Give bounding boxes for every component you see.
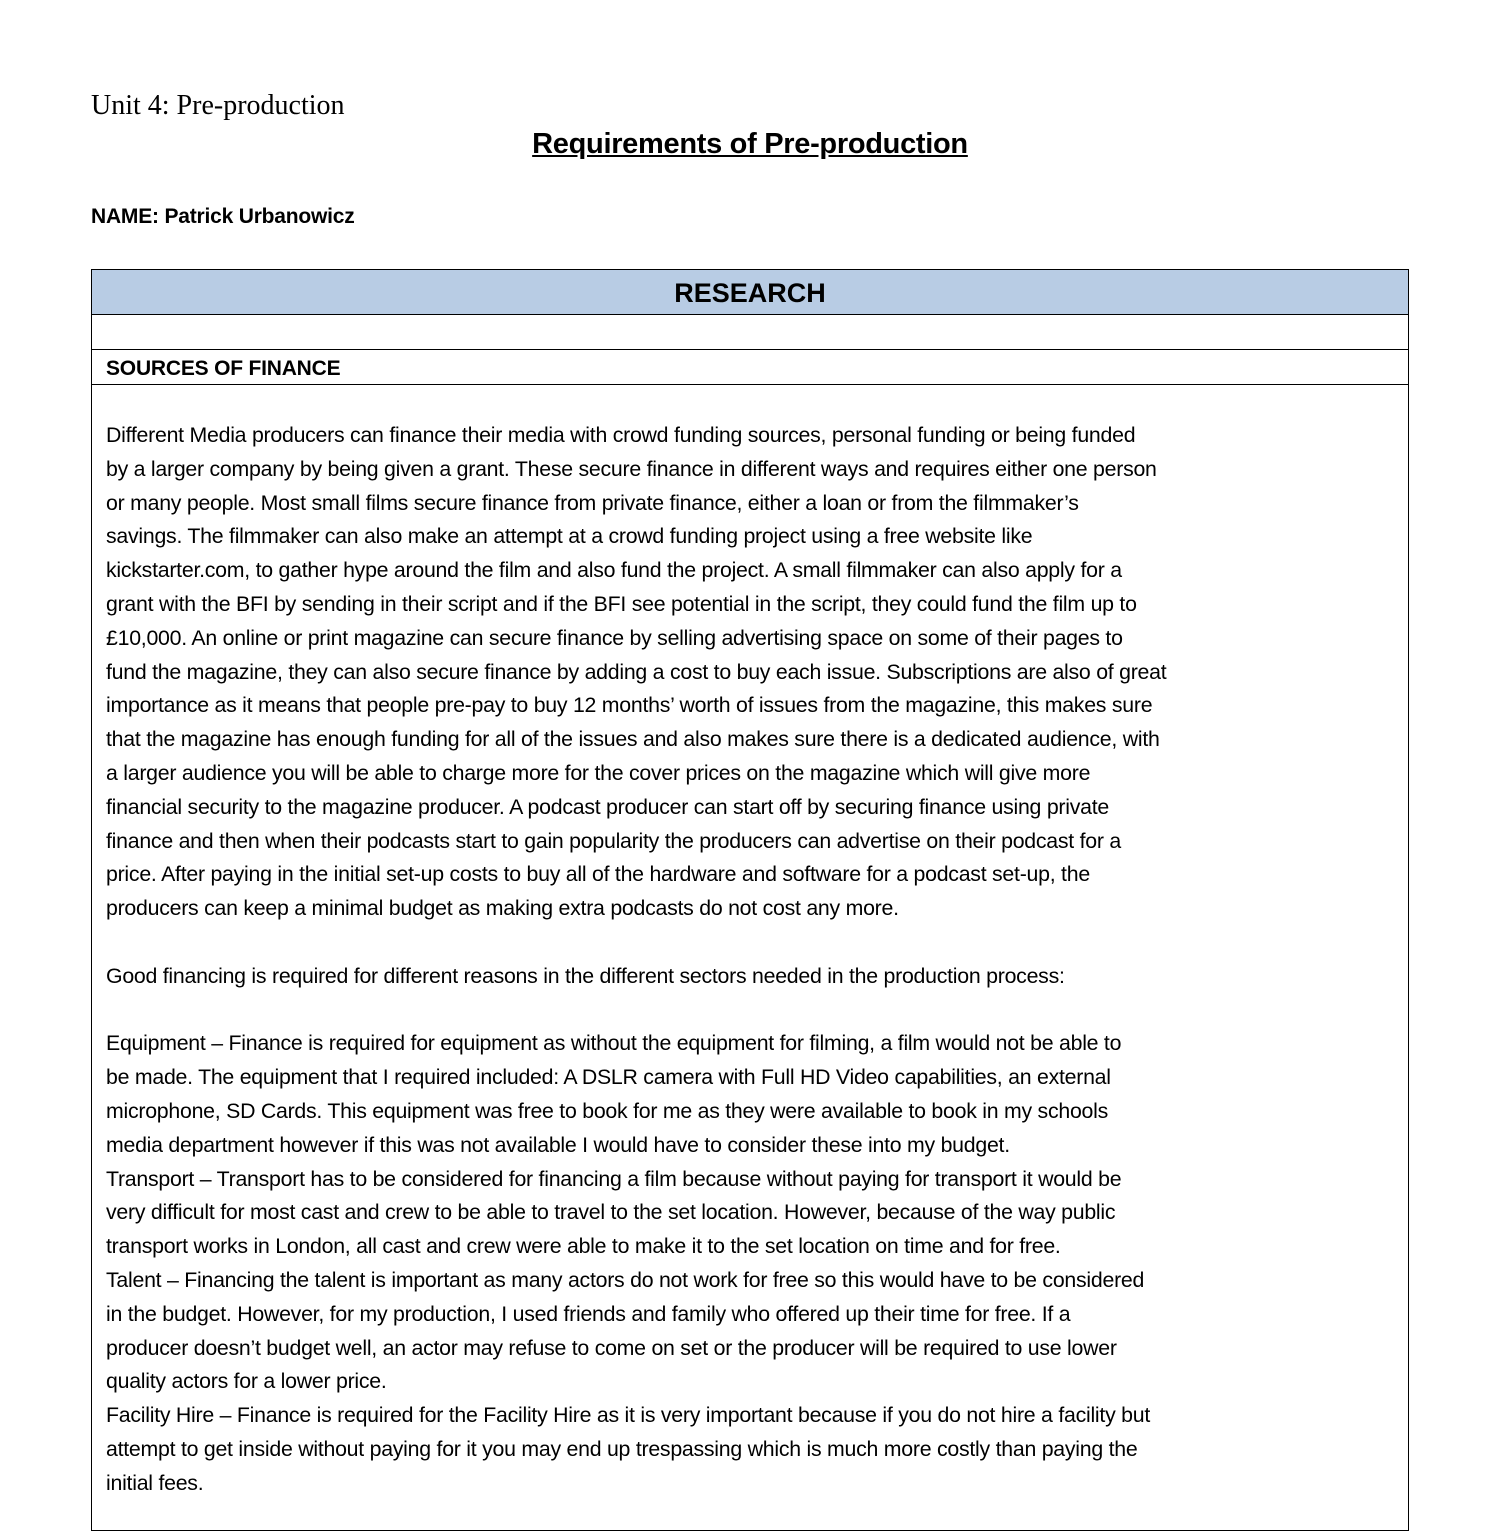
text-line: Good financing is required for different reasons in the different sectors needed in the production process: (106, 963, 1065, 988)
text-line (106, 994, 1408, 1028)
text-line: Talent – Financing the talent is important as many actors do not work for free so this would have to be considered (106, 1267, 1145, 1292)
student-name: NAME: Patrick Urbanowicz (91, 205, 355, 228)
page-title: Requirements of Pre-production (532, 128, 968, 160)
text-line: Different Media producers can finance their media with crowd funding sources, personal funding or being funded (106, 423, 1136, 447)
text-line: finance and then when their podcasts start to gain popularity the producers can advertise on their podcast for a (106, 828, 1121, 853)
text-line: fund the magazine, they can also secure finance by adding a cost to buy each issue. Subscriptions are also of great (106, 659, 1167, 684)
text-line: microphone, SD Cards. This equipment was free to book for me as they were available to book in my schools (106, 1098, 1109, 1123)
text-line: in the budget. However, for my production, I used friends and family who offered up their time for free. If a (106, 1301, 1071, 1326)
section-body (92, 385, 1408, 1501)
text-line: financial security to the magazine producer. A podcast producer can start off by securing finance using private (106, 794, 1109, 819)
text-line: transport works in London, all cast and crew were able to make it to the set location on time and for free. (106, 1234, 1061, 1259)
text-line: kickstarter.com, to gather hype around the film and also fund the project. A small filmmaker can also apply for a (106, 558, 1122, 583)
text-line: grant with the BFI by sending in their script and if the BFI see potential in the script, they could fund the film up to (106, 591, 1137, 616)
text-line: importance as it means that people pre-pay to buy 12 months’ worth of issues from the magazine, this makes sure (106, 693, 1153, 718)
unit-label: Unit 4: Pre-production (91, 90, 345, 121)
text-line: Transport – Transport has to be considered for financing a film because without paying for transport it would be (106, 1166, 1122, 1191)
text-line: Facility Hire – Finance is required for the Facility Hire as it is very important because if you do not hire a facility but (106, 1403, 1151, 1428)
text-line: media department however if this was not available I would have to consider these into my budget. (106, 1132, 1010, 1157)
text-line: attempt to get inside without paying for it you may end up trespassing which is much more costly than paying the (106, 1436, 1138, 1461)
text-line: or many people. Most small films secure finance from private finance, either a loan or from the filmmaker’s (106, 490, 1079, 515)
text-line: by a larger company by being given a grant. These secure finance in different ways and requires either one person (106, 456, 1157, 481)
text-line: price. After paying in the initial set-up costs to buy all of the hardware and software for a podcast set-up, the (106, 862, 1090, 887)
text-line: be made. The equipment that I required included: A DSLR camera with Full HD Video capabilities, an external (106, 1065, 1111, 1090)
text-line: producer doesn’t budget well, an actor may refuse to come on set or the producer will be required to use lower (106, 1335, 1117, 1360)
text-line: very difficult for most cast and crew to be able to travel to the set location. However, because of the way public (106, 1200, 1116, 1225)
text-line: initial fees. (106, 1470, 204, 1495)
text-line: producers can keep a minimal budget as making extra podcasts do not cost any more. (106, 896, 899, 921)
text-line: that the magazine has enough funding for all of the issues and also makes sure there is a dedicated audience, with (106, 727, 1160, 752)
text-line: savings. The filmmaker can also make an attempt at a crowd funding project using a free website like (106, 524, 1033, 549)
research-header: RESEARCH (92, 270, 1408, 315)
section-heading: SOURCES OF FINANCE (92, 350, 1408, 385)
text-line: Equipment – Finance is required for equipment as without the equipment for filming, a film would not be able to (106, 1031, 1122, 1056)
text-line (106, 926, 1408, 960)
research-table (91, 269, 1409, 1531)
empty-row (92, 315, 1408, 350)
text-line: a larger audience you will be able to charge more for the cover prices on the magazine which will give more (106, 760, 1091, 785)
text-line: quality actors for a lower price. (106, 1369, 387, 1394)
text-line: £10,000. An online or print magazine can secure finance by selling advertising space on some of their pages to (106, 625, 1123, 650)
